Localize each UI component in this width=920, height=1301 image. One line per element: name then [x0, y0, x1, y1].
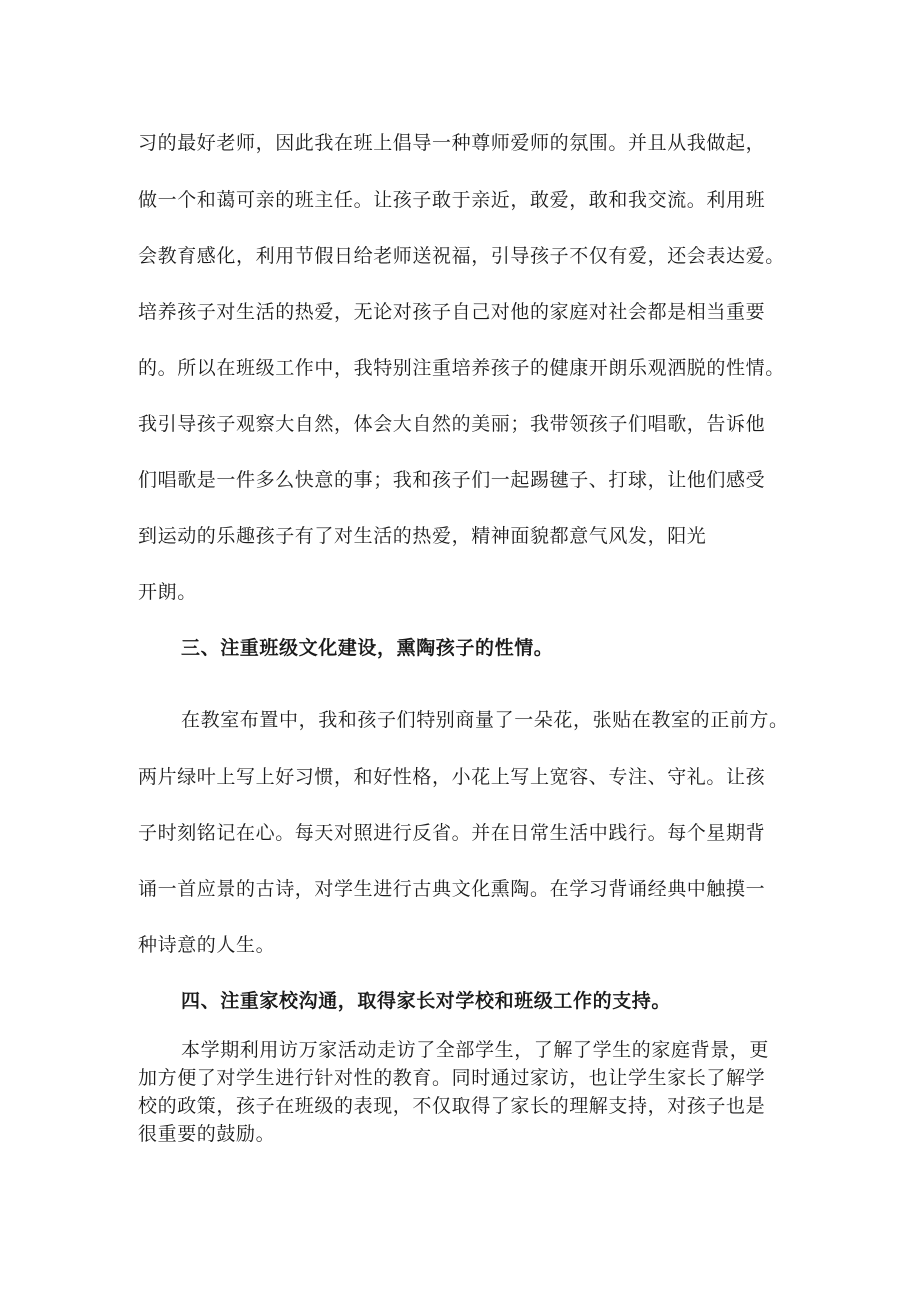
opening-paragraph-line: 培养孩子对生活的热爱，无论对孩子自己对他的家庭对社会都是相当重要 [138, 301, 766, 323]
opening-paragraph-line: 习的最好老师，因此我在班上倡导一种尊师爱师的氛围。并且从我做起， [138, 132, 766, 154]
section-3-line: 种诗意的人生。 [138, 934, 276, 956]
opening-paragraph-line: 们唱歌是一件多么快意的事；我和孩子们一起踢毽子、打球，让他们感受 [138, 469, 766, 491]
section-4-heading: 四、注重家校沟通，取得家长对学校和班级工作的支持。 [181, 990, 672, 1012]
opening-paragraph-line: 我引导孩子观察大自然，体会大自然的美丽；我带领孩子们唱歌，告诉他 [138, 413, 766, 435]
section-4-line: 很重要的鼓励。 [138, 1123, 276, 1145]
opening-paragraph-line: 到运动的乐趣孩子有了对生活的热爱，精神面貌都意气风发，阳光 [138, 525, 707, 547]
section-4-line: 本学期利用访万家活动走访了全部学生，了解了学生的家庭背景，更 [181, 1039, 770, 1061]
section-3-line: 两片绿叶上写上好习惯，和好性格，小花上写上宽容、专注、守礼。让孩 [138, 766, 766, 788]
opening-paragraph-line: 开朗。 [138, 581, 197, 603]
opening-paragraph-line: 的。所以在班级工作中，我特别注重培养孩子的健康开朗乐观洒脱的性情。 [138, 357, 785, 379]
section-3-heading: 三、注重班级文化建设，熏陶孩子的性情。 [181, 637, 554, 659]
section-3-line: 子时刻铭记在心。每天对照进行反省。并在日常生活中践行。每个星期背 [138, 822, 766, 844]
opening-paragraph-line: 做一个和蔼可亲的班主任。让孩子敢于亲近，敢爱，敢和我交流。利用班 [138, 189, 766, 211]
section-4-line: 校的政策，孩子在班级的表现，不仅取得了家长的理解支持，对孩子也是 [138, 1095, 766, 1117]
section-4-line: 加方便了对学生进行针对性的教育。同时通过家访，也让学生家长了解学 [138, 1067, 766, 1089]
section-3-line: 在教室布置中，我和孩子们特别商量了一朵花，张贴在教室的正前方。 [181, 709, 789, 731]
opening-paragraph-line: 会教育感化，利用节假日给老师送祝福，引导孩子不仅有爱，还会表达爱。 [138, 245, 785, 267]
section-3-line: 诵一首应景的古诗，对学生进行古典文化熏陶。在学习背诵经典中触摸一 [138, 878, 766, 900]
